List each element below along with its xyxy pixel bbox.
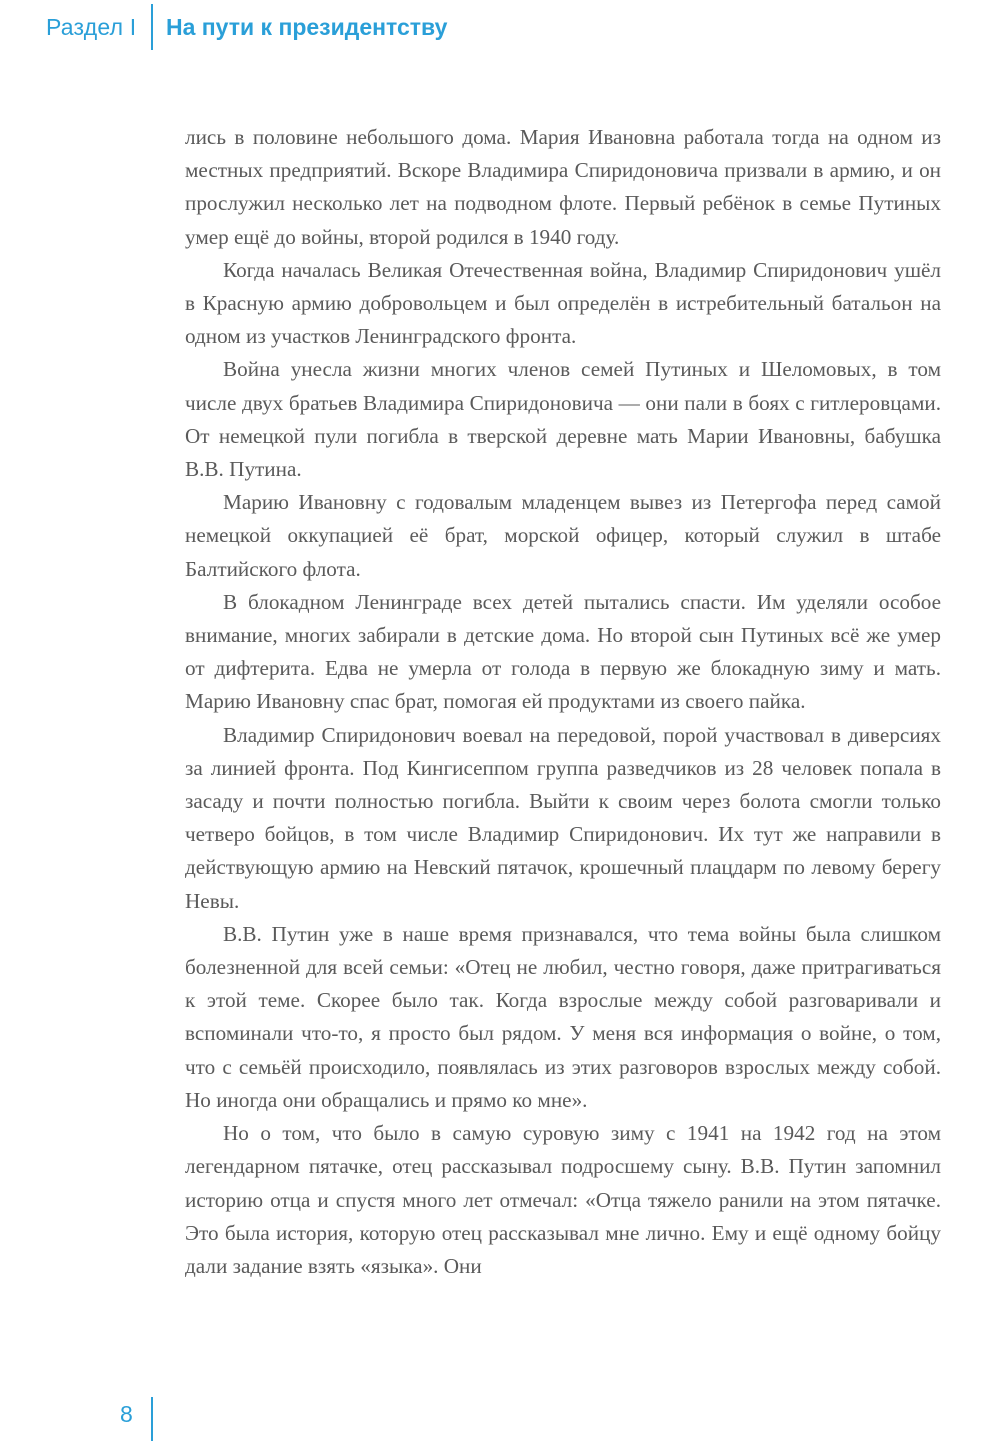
paragraph: В.В. Путин уже в наше время признавался, что тема войны была слишком болезненной для всей семьи: «Отец не любил, честно говоря, даже притрагиваться к этой теме. Скорее было так. Когда взрослые между собой разговаривали и вспоминали что-то, я просто был рядом. У меня вся информация о войне, о том, что с семьёй происходило, появлялась из этих разговоров взрослых между собой. Но иногда они обращались и прямо ко мне». [185,921,941,1112]
page-header [0,0,1000,60]
footer-divider [151,1397,153,1441]
paragraph: Война унесла жизни многих членов семей Путиных и Шеломовых, в том числе двух братьев Владимира Спиридоновича — они пали в боях с гитлеровцами. От немецкой пули погибла в тверской деревне мать Марии Ивановны, бабушка В.В. Путина. [185,357,941,482]
paragraph-continuation: лись в половине небольшого дома. Мария Ивановна работала тогда на одном из местных предприятий. Вскоре Владимира Спиридоновича призвали в армию, и он прослужил несколько лет на подводном флоте. Первый ребёнок в семье Путиных умер ещё до войны, второй родился в 1940 году. [185,125,941,249]
chapter-title: На пути к президентству [166,14,448,40]
section-label: Раздел I [46,14,137,40]
page-footer [0,1391,1000,1441]
article-body [185,121,941,1283]
page-number: 8 [120,1401,133,1427]
paragraph: Когда началась Великая Отечественная война, Владимир Спиридонович ушёл в Красную армию добровольцем и был определён в истребительный батальон на одном из участков Ленинградского фронта. [185,257,941,349]
paragraph: Владимир Спиридонович воевал на передовой, порой участвовал в диверсиях за линией фронта. Под Кингисеппом группа разведчиков из 28 человек попала в засаду и почти полностью погибла. Выйти к своим через болота смогли только четверо бойцов, в том числе Владимир Спиридонович. Их тут же направили в действующую армию на Невский пятачок, крошечный плацдарм по левому берегу Невы. [185,722,941,913]
header-divider [151,4,153,50]
paragraph: Но о том, что было в самую суровую зиму с 1941 на 1942 год на этом легендарном пятачке, отец рассказывал подросшему сыну. В.В. Путин запомнил историю отца и спустя много лет отмечал: «Отца тяжело ранили на этом пятачке. Это была история, которую отец рассказывал мне лично. Ему и ещё одному бойцу дали задание взять «языка». Они [185,1121,941,1278]
paragraph: Марию Ивановну с годовалым младенцем вывез из Петергофа перед самой немецкой оккупацией её брат, морской офицер, который служил в штабе Балтийского флота. [185,490,941,581]
paragraph: В блокадном Ленинграде всех детей пытались спасти. Им уделяли особое внимание, многих забирали в детские дома. Но второй сын Путиных всё же умер от дифтерита. Едва не умерла от голода в первую же блокадную зиму и мать. Марию Ивановну спас брат, помогая ей продуктами из своего пайка. [185,589,941,714]
